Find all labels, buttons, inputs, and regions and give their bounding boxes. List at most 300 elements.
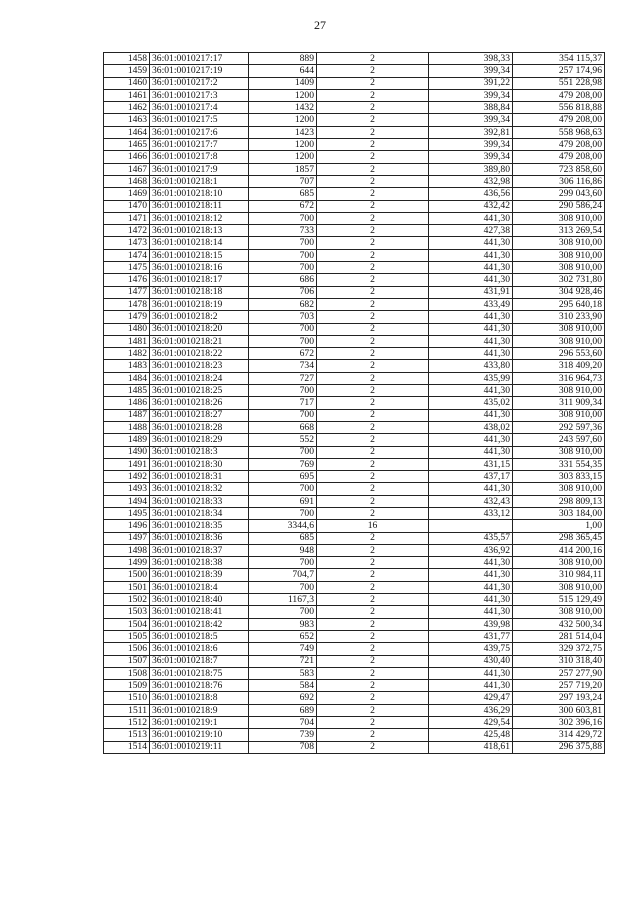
row-number-cell: 1490 [104, 446, 150, 458]
table-row [104, 53, 605, 65]
category-code-cell: 2 [317, 372, 429, 384]
row-number-cell: 1476 [104, 274, 150, 286]
value-cell: 551 228,98 [513, 77, 605, 89]
category-code-cell: 2 [317, 225, 429, 237]
row-number-cell: 1466 [104, 151, 150, 163]
area-cell: 717 [249, 397, 317, 409]
row-number-cell: 1488 [104, 421, 150, 433]
rate-cell: 431,15 [429, 458, 513, 470]
area-cell: 708 [249, 741, 317, 753]
area-cell: 727 [249, 372, 317, 384]
category-code-cell: 2 [317, 65, 429, 77]
rate-cell: 399,34 [429, 89, 513, 101]
category-code-cell: 2 [317, 249, 429, 261]
area-cell: 983 [249, 618, 317, 630]
area-cell: 672 [249, 348, 317, 360]
row-number-cell: 1471 [104, 212, 150, 224]
table-row [104, 532, 605, 544]
cadastral-number-cell: 36:01:0010218:16 [150, 262, 249, 274]
cadastral-number-cell: 36:01:0010217:5 [150, 114, 249, 126]
area-cell: 1432 [249, 102, 317, 114]
cadastral-number-cell: 36:01:0010218:7 [150, 655, 249, 667]
category-code-cell: 2 [317, 335, 429, 347]
rate-cell: 399,34 [429, 114, 513, 126]
area-cell: 700 [249, 483, 317, 495]
rate-cell: 389,80 [429, 163, 513, 175]
category-code-cell: 2 [317, 114, 429, 126]
row-number-cell: 1503 [104, 606, 150, 618]
value-cell: 316 964,73 [513, 372, 605, 384]
rate-cell: 431,91 [429, 286, 513, 298]
area-cell: 734 [249, 360, 317, 372]
area-cell: 706 [249, 286, 317, 298]
category-code-cell: 2 [317, 717, 429, 729]
cadastral-number-cell: 36:01:0010218:13 [150, 225, 249, 237]
category-code-cell: 2 [317, 544, 429, 556]
rate-cell: 398,33 [429, 53, 513, 65]
area-cell: 691 [249, 495, 317, 507]
row-number-cell: 1513 [104, 729, 150, 741]
area-cell: 686 [249, 274, 317, 286]
cadastral-number-cell: 36:01:0010218:18 [150, 286, 249, 298]
row-number-cell: 1465 [104, 139, 150, 151]
rate-cell: 433,49 [429, 298, 513, 310]
area-cell: 700 [249, 249, 317, 261]
area-cell: 644 [249, 65, 317, 77]
row-number-cell: 1461 [104, 89, 150, 101]
row-number-cell: 1459 [104, 65, 150, 77]
table-row [104, 434, 605, 446]
value-cell: 303 833,15 [513, 471, 605, 483]
rate-cell: 441,30 [429, 335, 513, 347]
row-number-cell: 1483 [104, 360, 150, 372]
row-number-cell: 1504 [104, 618, 150, 630]
rate-cell: 441,30 [429, 212, 513, 224]
value-cell: 300 603,81 [513, 704, 605, 716]
value-cell: 314 429,72 [513, 729, 605, 741]
table-row [104, 717, 605, 729]
rate-cell: 441,30 [429, 594, 513, 606]
row-number-cell: 1499 [104, 557, 150, 569]
table-row [104, 212, 605, 224]
rate-cell: 436,56 [429, 188, 513, 200]
table-row [104, 409, 605, 421]
value-cell: 479 208,00 [513, 114, 605, 126]
rate-cell: 441,30 [429, 262, 513, 274]
row-number-cell: 1497 [104, 532, 150, 544]
category-code-cell: 2 [317, 458, 429, 470]
rate-cell: 429,47 [429, 692, 513, 704]
area-cell: 721 [249, 655, 317, 667]
value-cell: 302 731,80 [513, 274, 605, 286]
rate-cell: 399,34 [429, 139, 513, 151]
cadastral-number-cell: 36:01:0010218:35 [150, 520, 249, 532]
rate-cell: 441,30 [429, 323, 513, 335]
value-cell: 257 277,90 [513, 667, 605, 679]
value-cell: 296 553,60 [513, 348, 605, 360]
table-row [104, 311, 605, 323]
table-row [104, 495, 605, 507]
category-code-cell: 2 [317, 618, 429, 630]
cadastral-number-cell: 36:01:0010218:4 [150, 581, 249, 593]
rate-cell: 399,34 [429, 151, 513, 163]
value-cell: 310 318,40 [513, 655, 605, 667]
rate-cell: 441,30 [429, 434, 513, 446]
value-cell: 296 375,88 [513, 741, 605, 753]
table-row [104, 618, 605, 630]
value-cell: 310 984,11 [513, 569, 605, 581]
cadastral-number-cell: 36:01:0010218:22 [150, 348, 249, 360]
category-code-cell: 2 [317, 655, 429, 667]
row-number-cell: 1478 [104, 298, 150, 310]
value-cell: 479 208,00 [513, 89, 605, 101]
category-code-cell: 2 [317, 692, 429, 704]
value-cell: 304 928,46 [513, 286, 605, 298]
cadastral-number-cell: 36:01:0010218:24 [150, 372, 249, 384]
table-row [104, 704, 605, 716]
category-code-cell: 2 [317, 237, 429, 249]
category-code-cell: 2 [317, 262, 429, 274]
area-cell: 707 [249, 175, 317, 187]
category-code-cell: 2 [317, 188, 429, 200]
table-row [104, 421, 605, 433]
category-code-cell: 2 [317, 311, 429, 323]
value-cell: 308 910,00 [513, 446, 605, 458]
value-cell: 313 269,54 [513, 225, 605, 237]
table-row [104, 237, 605, 249]
rate-cell: 433,80 [429, 360, 513, 372]
rate-cell: 418,61 [429, 741, 513, 753]
table-row [104, 655, 605, 667]
value-cell: 297 193,24 [513, 692, 605, 704]
cadastral-number-cell: 36:01:0010217:6 [150, 126, 249, 138]
table-row [104, 225, 605, 237]
category-code-cell: 2 [317, 643, 429, 655]
area-cell: 749 [249, 643, 317, 655]
area-cell: 668 [249, 421, 317, 433]
value-cell: 302 396,16 [513, 717, 605, 729]
value-cell: 515 129,49 [513, 594, 605, 606]
rate-cell: 429,54 [429, 717, 513, 729]
category-code-cell: 2 [317, 348, 429, 360]
rate-cell: 441,30 [429, 274, 513, 286]
table-row [104, 680, 605, 692]
row-number-cell: 1511 [104, 704, 150, 716]
area-cell: 703 [249, 311, 317, 323]
rate-cell: 435,99 [429, 372, 513, 384]
cadastral-number-cell: 36:01:0010218:11 [150, 200, 249, 212]
cadastral-number-cell: 36:01:0010218:20 [150, 323, 249, 335]
cadastral-number-cell: 36:01:0010218:14 [150, 237, 249, 249]
table-body [104, 53, 605, 754]
cadastral-number-cell: 36:01:0010219:1 [150, 717, 249, 729]
row-number-cell: 1464 [104, 126, 150, 138]
category-code-cell: 2 [317, 594, 429, 606]
cadastral-number-cell: 36:01:0010218:37 [150, 544, 249, 556]
rate-cell: 433,12 [429, 507, 513, 519]
rate-cell: 441,30 [429, 385, 513, 397]
row-number-cell: 1458 [104, 53, 150, 65]
category-code-cell: 2 [317, 532, 429, 544]
row-number-cell: 1495 [104, 507, 150, 519]
area-cell: 948 [249, 544, 317, 556]
cadastral-number-cell: 36:01:0010218:41 [150, 606, 249, 618]
table-row [104, 606, 605, 618]
rate-cell: 435,57 [429, 532, 513, 544]
category-code-cell: 2 [317, 77, 429, 89]
rate-cell: 441,30 [429, 667, 513, 679]
category-code-cell: 2 [317, 163, 429, 175]
rate-cell: 388,84 [429, 102, 513, 114]
category-code-cell: 2 [317, 471, 429, 483]
cadastral-number-cell: 36:01:0010218:36 [150, 532, 249, 544]
value-cell: 298 809,13 [513, 495, 605, 507]
rate-cell: 441,30 [429, 348, 513, 360]
row-number-cell: 1473 [104, 237, 150, 249]
category-code-cell: 2 [317, 434, 429, 446]
area-cell: 700 [249, 581, 317, 593]
row-number-cell: 1467 [104, 163, 150, 175]
value-cell: 308 910,00 [513, 335, 605, 347]
cadastral-number-cell: 36:01:0010218:32 [150, 483, 249, 495]
cadastral-number-cell: 36:01:0010218:6 [150, 643, 249, 655]
cadastral-number-cell: 36:01:0010217:3 [150, 89, 249, 101]
area-cell: 672 [249, 200, 317, 212]
row-number-cell: 1496 [104, 520, 150, 532]
row-number-cell: 1487 [104, 409, 150, 421]
area-cell: 1200 [249, 89, 317, 101]
category-code-cell: 2 [317, 741, 429, 753]
area-cell: 652 [249, 630, 317, 642]
rate-cell: 399,34 [429, 65, 513, 77]
rate-cell: 439,75 [429, 643, 513, 655]
cadastral-number-cell: 36:01:0010217:19 [150, 65, 249, 77]
rate-cell: 441,30 [429, 237, 513, 249]
table-row [104, 188, 605, 200]
cadastral-number-cell: 36:01:0010218:15 [150, 249, 249, 261]
area-cell: 700 [249, 262, 317, 274]
rate-cell: 427,38 [429, 225, 513, 237]
area-cell: 700 [249, 446, 317, 458]
cadastral-number-cell: 36:01:0010218:17 [150, 274, 249, 286]
table-row [104, 77, 605, 89]
rate-cell: 430,40 [429, 655, 513, 667]
table-row [104, 630, 605, 642]
area-cell: 682 [249, 298, 317, 310]
rate-cell: 441,30 [429, 557, 513, 569]
cadastral-number-cell: 36:01:0010217:2 [150, 77, 249, 89]
area-cell: 1423 [249, 126, 317, 138]
value-cell: 281 514,04 [513, 630, 605, 642]
row-number-cell: 1501 [104, 581, 150, 593]
page-number: 27 [314, 18, 326, 32]
row-number-cell: 1462 [104, 102, 150, 114]
area-cell: 583 [249, 667, 317, 679]
value-cell: 329 372,75 [513, 643, 605, 655]
category-code-cell: 2 [317, 298, 429, 310]
cadastral-number-cell: 36:01:0010218:27 [150, 409, 249, 421]
area-cell: 700 [249, 335, 317, 347]
area-cell: 689 [249, 704, 317, 716]
category-code-cell: 2 [317, 175, 429, 187]
rate-cell: 439,98 [429, 618, 513, 630]
cadastral-number-cell: 36:01:0010217:17 [150, 53, 249, 65]
category-code-cell: 2 [317, 323, 429, 335]
category-code-cell: 2 [317, 151, 429, 163]
table-row [104, 446, 605, 458]
area-cell: 1857 [249, 163, 317, 175]
cadastral-number-cell: 36:01:0010218:40 [150, 594, 249, 606]
value-cell: 556 818,88 [513, 102, 605, 114]
value-cell: 257 174,96 [513, 65, 605, 77]
table-row [104, 139, 605, 151]
cadastral-number-cell: 36:01:0010218:2 [150, 311, 249, 323]
table-row [104, 323, 605, 335]
table-row [104, 89, 605, 101]
table-row [104, 348, 605, 360]
category-code-cell: 16 [317, 520, 429, 532]
category-code-cell: 2 [317, 507, 429, 519]
area-cell: 700 [249, 385, 317, 397]
rate-cell: 392,81 [429, 126, 513, 138]
cadastral-number-cell: 36:01:0010218:19 [150, 298, 249, 310]
value-cell: 308 910,00 [513, 409, 605, 421]
row-number-cell: 1477 [104, 286, 150, 298]
rate-cell: 425,48 [429, 729, 513, 741]
cadastral-number-cell: 36:01:0010218:9 [150, 704, 249, 716]
rate-cell: 441,30 [429, 680, 513, 692]
value-cell: 308 910,00 [513, 323, 605, 335]
cadastral-number-cell: 36:01:0010217:7 [150, 139, 249, 151]
table-row [104, 163, 605, 175]
table-row [104, 298, 605, 310]
category-code-cell: 2 [317, 360, 429, 372]
value-cell: 257 719,20 [513, 680, 605, 692]
table-row [104, 335, 605, 347]
rate-cell: 441,30 [429, 249, 513, 261]
area-cell: 685 [249, 188, 317, 200]
area-cell: 700 [249, 606, 317, 618]
rate-cell: 436,92 [429, 544, 513, 556]
row-number-cell: 1491 [104, 458, 150, 470]
table-row [104, 200, 605, 212]
area-cell: 700 [249, 212, 317, 224]
category-code-cell: 2 [317, 385, 429, 397]
area-cell: 769 [249, 458, 317, 470]
row-number-cell: 1493 [104, 483, 150, 495]
value-cell: 432 500,34 [513, 618, 605, 630]
table-row [104, 65, 605, 77]
row-number-cell: 1494 [104, 495, 150, 507]
table-row [104, 520, 605, 532]
table-row [104, 385, 605, 397]
value-cell: 308 910,00 [513, 483, 605, 495]
value-cell: 479 208,00 [513, 139, 605, 151]
row-number-cell: 1508 [104, 667, 150, 679]
category-code-cell: 2 [317, 102, 429, 114]
area-cell: 700 [249, 507, 317, 519]
cadastral-number-cell: 36:01:0010218:42 [150, 618, 249, 630]
table-row [104, 151, 605, 163]
row-number-cell: 1486 [104, 397, 150, 409]
table-row [104, 471, 605, 483]
area-cell: 685 [249, 532, 317, 544]
cadastral-number-cell: 36:01:0010217:8 [150, 151, 249, 163]
category-code-cell: 2 [317, 126, 429, 138]
rate-cell: 436,29 [429, 704, 513, 716]
row-number-cell: 1510 [104, 692, 150, 704]
value-cell: 308 910,00 [513, 212, 605, 224]
cadastral-number-cell: 36:01:0010219:11 [150, 741, 249, 753]
row-number-cell: 1512 [104, 717, 150, 729]
table-row [104, 692, 605, 704]
table-row [104, 175, 605, 187]
value-cell: 308 910,00 [513, 249, 605, 261]
row-number-cell: 1502 [104, 594, 150, 606]
area-cell: 704,7 [249, 569, 317, 581]
value-cell: 299 043,60 [513, 188, 605, 200]
value-cell: 310 233,90 [513, 311, 605, 323]
cadastral-number-cell: 36:01:0010218:30 [150, 458, 249, 470]
table-row [104, 667, 605, 679]
row-number-cell: 1507 [104, 655, 150, 667]
table-row [104, 507, 605, 519]
rate-cell: 441,30 [429, 446, 513, 458]
row-number-cell: 1492 [104, 471, 150, 483]
cadastral-number-cell: 36:01:0010218:25 [150, 385, 249, 397]
table-row [104, 286, 605, 298]
category-code-cell: 2 [317, 606, 429, 618]
area-cell: 1200 [249, 139, 317, 151]
category-code-cell: 2 [317, 630, 429, 642]
cadastral-number-cell: 36:01:0010218:8 [150, 692, 249, 704]
table-row [104, 557, 605, 569]
row-number-cell: 1475 [104, 262, 150, 274]
value-cell: 308 910,00 [513, 385, 605, 397]
table-row [104, 102, 605, 114]
area-cell: 739 [249, 729, 317, 741]
rate-cell: 441,30 [429, 606, 513, 618]
category-code-cell: 2 [317, 139, 429, 151]
category-code-cell: 2 [317, 569, 429, 581]
category-code-cell: 2 [317, 557, 429, 569]
cadastral-number-cell: 36:01:0010218:38 [150, 557, 249, 569]
table-row [104, 114, 605, 126]
area-cell: 695 [249, 471, 317, 483]
area-cell: 700 [249, 409, 317, 421]
area-cell: 889 [249, 53, 317, 65]
row-number-cell: 1468 [104, 175, 150, 187]
cadastral-number-cell: 36:01:0010218:31 [150, 471, 249, 483]
category-code-cell: 2 [317, 495, 429, 507]
rate-cell: 437,17 [429, 471, 513, 483]
value-cell: 354 115,37 [513, 53, 605, 65]
cadastral-number-cell: 36:01:0010218:21 [150, 335, 249, 347]
value-cell: 308 910,00 [513, 606, 605, 618]
value-cell: 308 910,00 [513, 262, 605, 274]
area-cell: 700 [249, 323, 317, 335]
value-cell: 308 910,00 [513, 557, 605, 569]
category-code-cell: 2 [317, 704, 429, 716]
row-number-cell: 1500 [104, 569, 150, 581]
area-cell: 704 [249, 717, 317, 729]
land-plots-table [103, 52, 605, 754]
row-number-cell: 1469 [104, 188, 150, 200]
category-code-cell: 2 [317, 286, 429, 298]
category-code-cell: 2 [317, 483, 429, 495]
rate-cell: 391,22 [429, 77, 513, 89]
row-number-cell: 1509 [104, 680, 150, 692]
